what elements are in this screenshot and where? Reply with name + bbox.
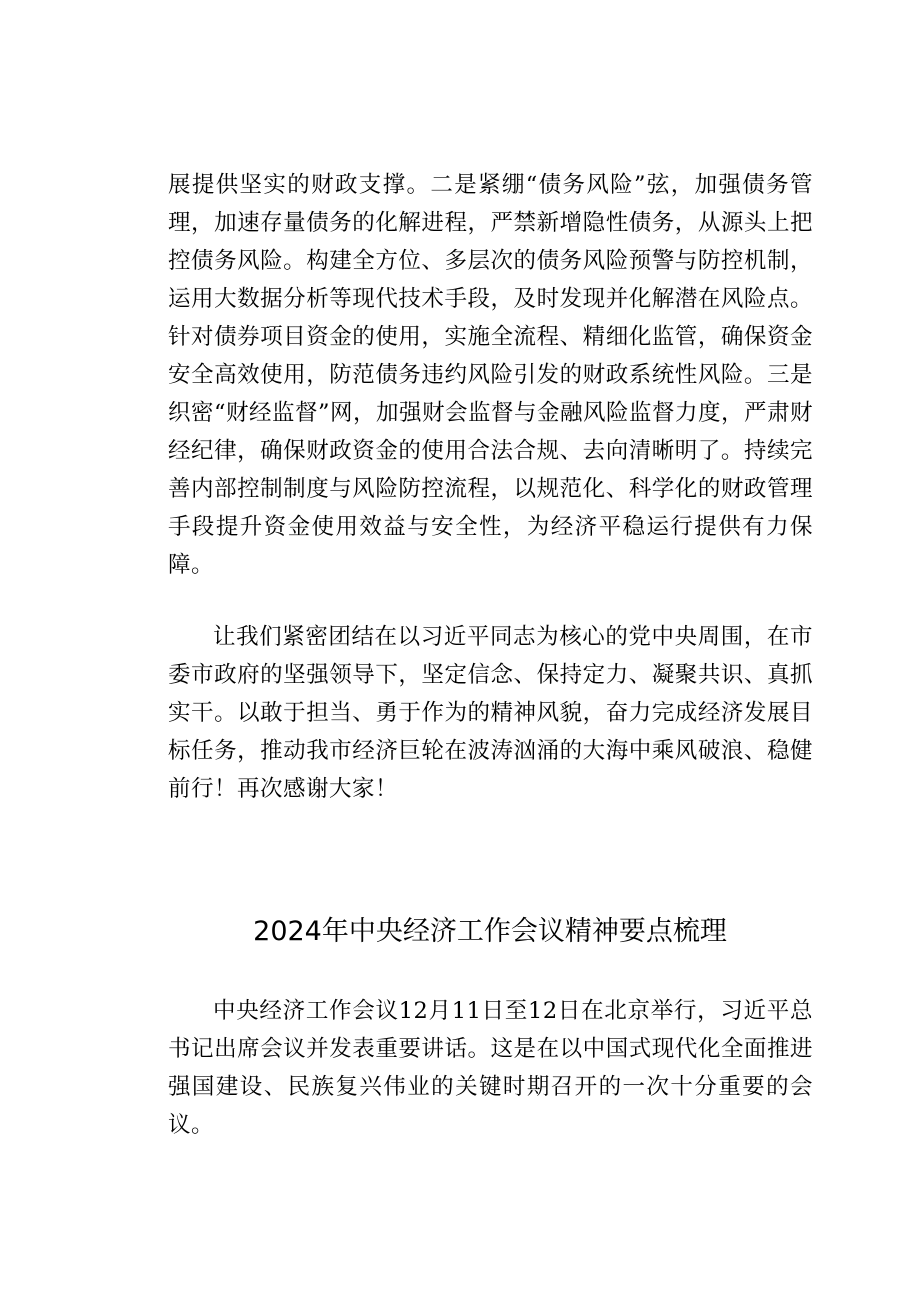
body-paragraph-closing: 让我们紧密团结在以习近平同志为核心的党中央周围，在市委市政府的坚强领导下，坚定信念、保持定力、凝聚共识、真抓实干。以敢于担当、勇于作为的精神风貌，奋力完成经济发展目标任务，推动我市经济巨轮在波涛汹涌的大海中乘风破浪、稳健前行！再次感谢大家！ (168, 624, 813, 802)
body-paragraph-continued: 展提供坚实的财政支撑。二是紧绷“债务风险”弦，加强债务管理，加速存量债务的化解进程，严禁新增隐性债务，从源头上把控债务风险。构建全方位、多层次的债务风险预警与防控机制，运用大数据分析等现代技术手段，及时发现并化解潜在风险点。针对债券项目资金的使用，实施全流程、精细化监管，确保资金安全高效使用，防范债务违约风险引发的财政系统性风险。三是织密“财经监督”网，加强财会监督与金融风险监督力度，严肃财经纪律，确保财政资金的使用合法合规、去向清晰明了。持续完善内部控制制度与风险防控流程，以规范化、科学化的财政管理手段提升资金使用效益与安全性，为经济平稳运行提供有力保障。 (168, 172, 814, 578)
section-title: 2024年中央经济工作会议精神要点梳理 (253, 916, 727, 947)
section-body-paragraph: 中央经济工作会议12月11日至12日在北京举行，习近平总书记出席会议并发表重要讲话。这是在以中国式现代化全面推进强国建设、民族复兴伟业的关键时期召开的一次十分重要的会议。 (168, 998, 813, 1138)
